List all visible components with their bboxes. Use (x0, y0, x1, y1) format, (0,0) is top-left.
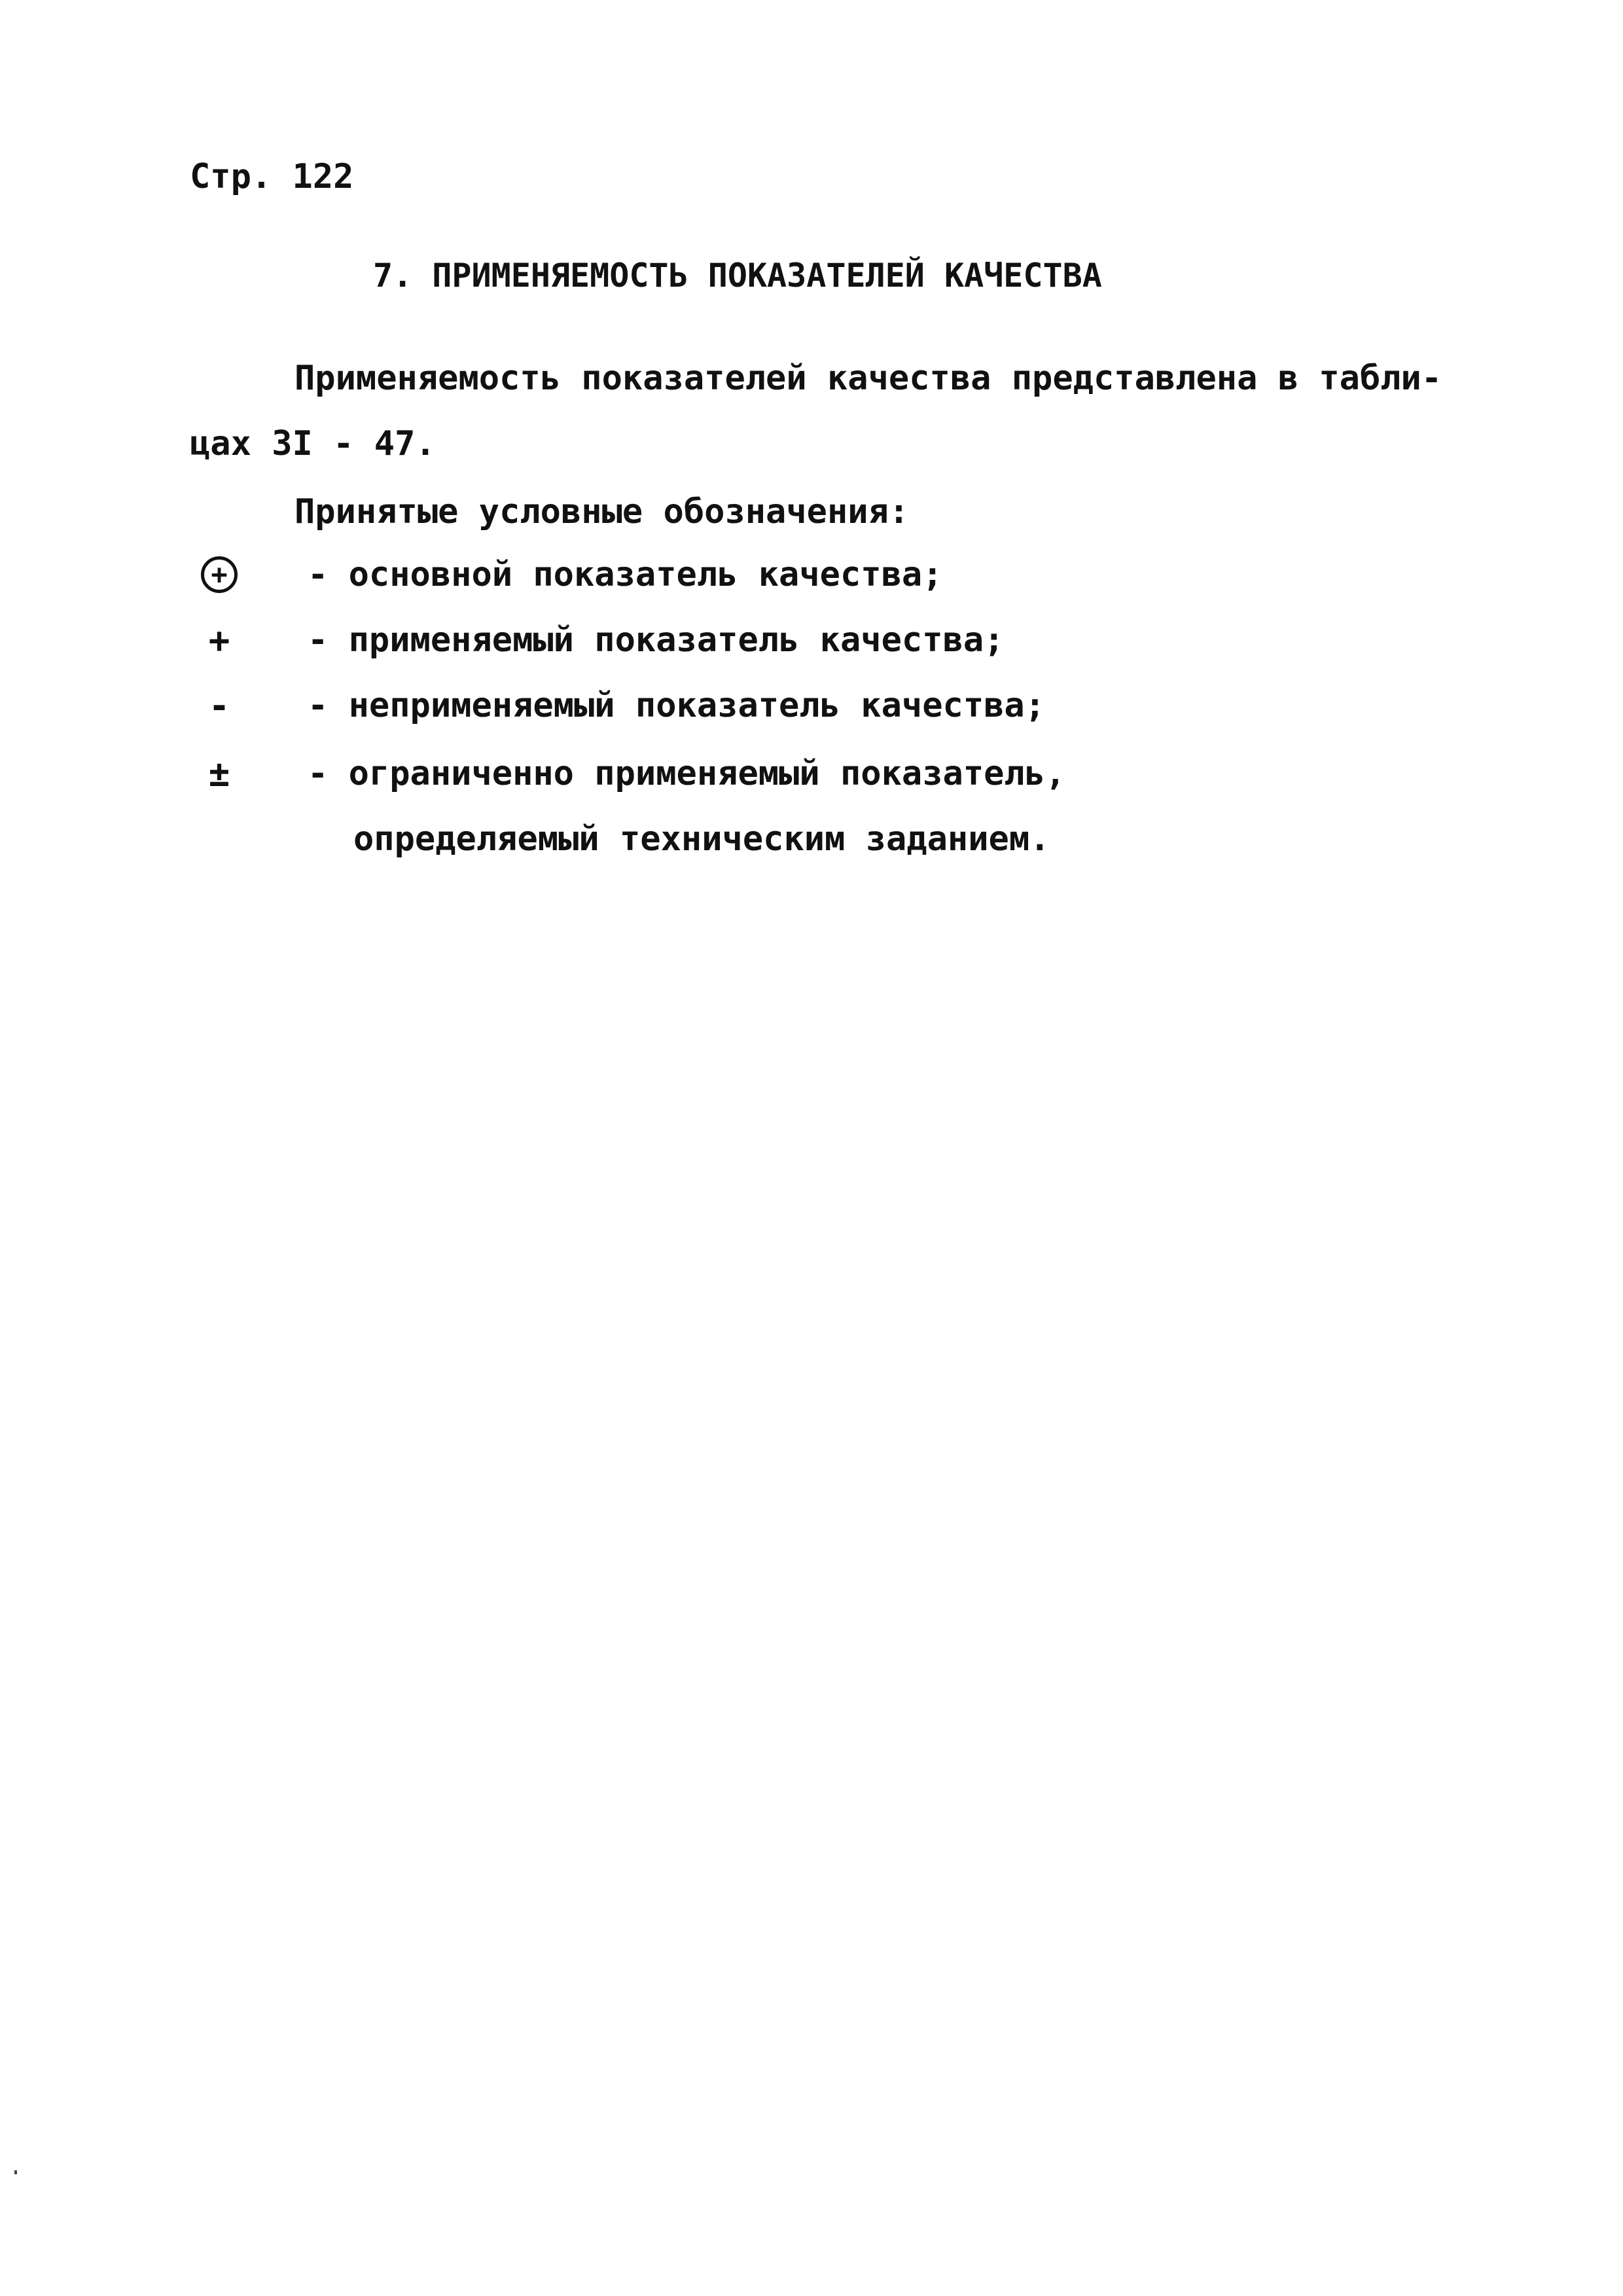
legend-description: - ограниченно применяемый показатель, (308, 754, 1066, 793)
minus-icon: - (208, 685, 230, 726)
paragraph-line-2: цах 3I - 47. (190, 424, 436, 463)
legend-item (190, 685, 1368, 726)
legend-description: - неприменяемый показатель качества; (308, 686, 1046, 725)
page-number: Стр. 122 (190, 157, 354, 196)
legend-item (190, 554, 1368, 596)
legend-intro: Принятые условные обозначения: (294, 492, 910, 531)
section-heading: 7. ПРИМЕНЯЕМОСТЬ ПОКАЗАТЕЛЕЙ КАЧЕСТВА (373, 257, 1102, 295)
scan-speck (14, 2170, 17, 2174)
legend-description: - основной показатель качества; (308, 555, 943, 594)
plus-minus-icon: ± (208, 753, 230, 795)
legend-item (190, 619, 1368, 661)
circled-plus-icon (190, 554, 249, 596)
plus-icon: + (208, 619, 230, 661)
legend-continuation: определяемый техническим заданием. (353, 819, 1050, 859)
paragraph-line-1: Применяемость показателей качества представлена в табли- (294, 359, 1442, 398)
legend-description: - применяемый показатель качества; (308, 620, 1005, 660)
circled-plus-glyph: + (201, 556, 238, 593)
legend-item (190, 753, 1368, 795)
